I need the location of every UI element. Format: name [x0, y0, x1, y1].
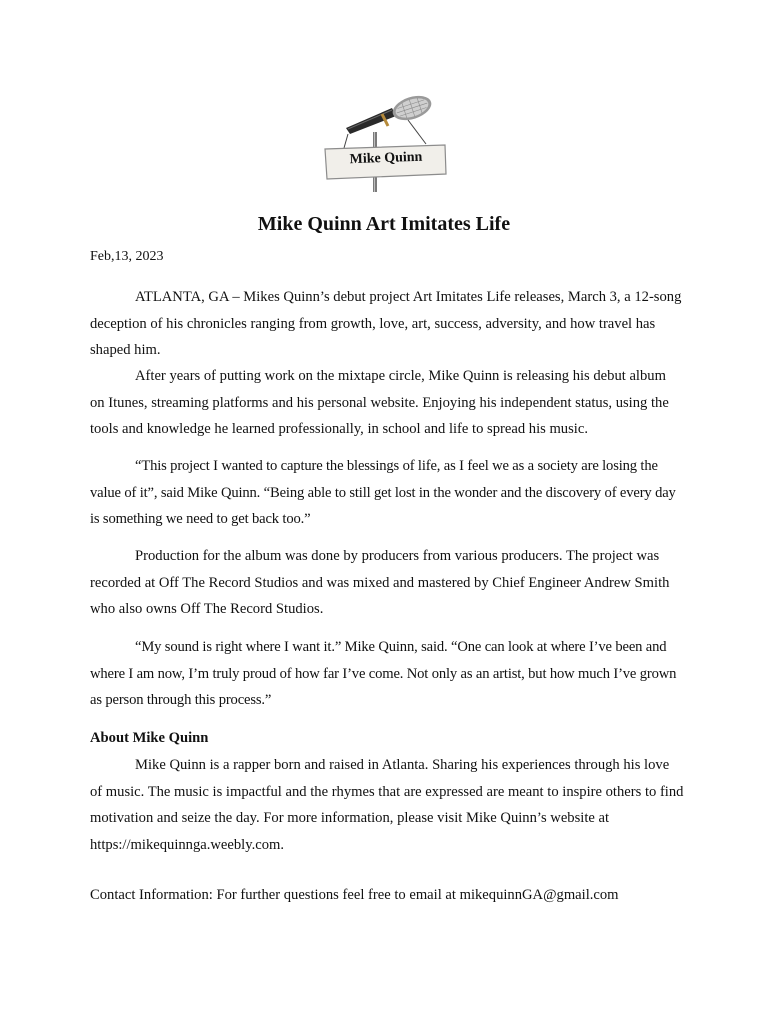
paragraph-quote-1: “This project I wanted to capture the blessings of life, as I feel we as a society are losing the value of it”, said Mike Quinn. “Being able to still get lost in the wonder and the discovery of every day is something we need to get back too.” — [90, 458, 676, 527]
paragraph-background: After years of putting work on the mixtape circle, Mike Quinn is releasing his debut album on Itunes, streaming platforms and his personal website. Enjoying his independent status, using the tools and knowledge he learned professionally, in school and life to spread his music. — [90, 368, 669, 437]
about-text: Mike Quinn is a rapper born and raised in Atlanta. Sharing his experiences through his love of music. The music is impactful and the rhymes that are expressed are meant to inspire others to find motivation and seize the day. For more information, please visit Mike Quinn’s website at https://mikequinnga.weebly.com. — [90, 757, 684, 853]
paragraph-quote-2: “My sound is right where I want it.” Mike Quinn, said. “One can look at where I’ve been and where I am now, I’m truly proud of how far I’ve come. Not only as an artist, but how much I’ve grown as person through this process.” — [90, 639, 677, 708]
paragraph-production: Production for the album was done by producers from various producers. The project was recorded at Off The Record Studios and was mixed and mastered by Chief Engineer Andrew Smith who also owns Off The Record Studios. — [90, 548, 670, 617]
paragraph-intro: ATLANTA, GA – Mikes Quinn’s debut project Art Imitates Life releases, March 3, a 12-song deception of his chronicles ranging from growth, love, art, success, adversity, and how travel has shaped him. — [90, 289, 682, 358]
logo-sign-text: Mike Quinn — [349, 149, 423, 168]
microphone-logo — [322, 92, 450, 194]
microphone-icon — [322, 92, 450, 194]
about-heading: About Mike Quinn — [90, 730, 209, 746]
page-title: Mike Quinn Art Imitates Life — [257, 213, 511, 235]
release-date: Feb,13, 2023 — [90, 249, 164, 264]
contact-information: Contact Information: For further questions feel free to email at mikequinnGA@gmail.com — [90, 887, 619, 903]
